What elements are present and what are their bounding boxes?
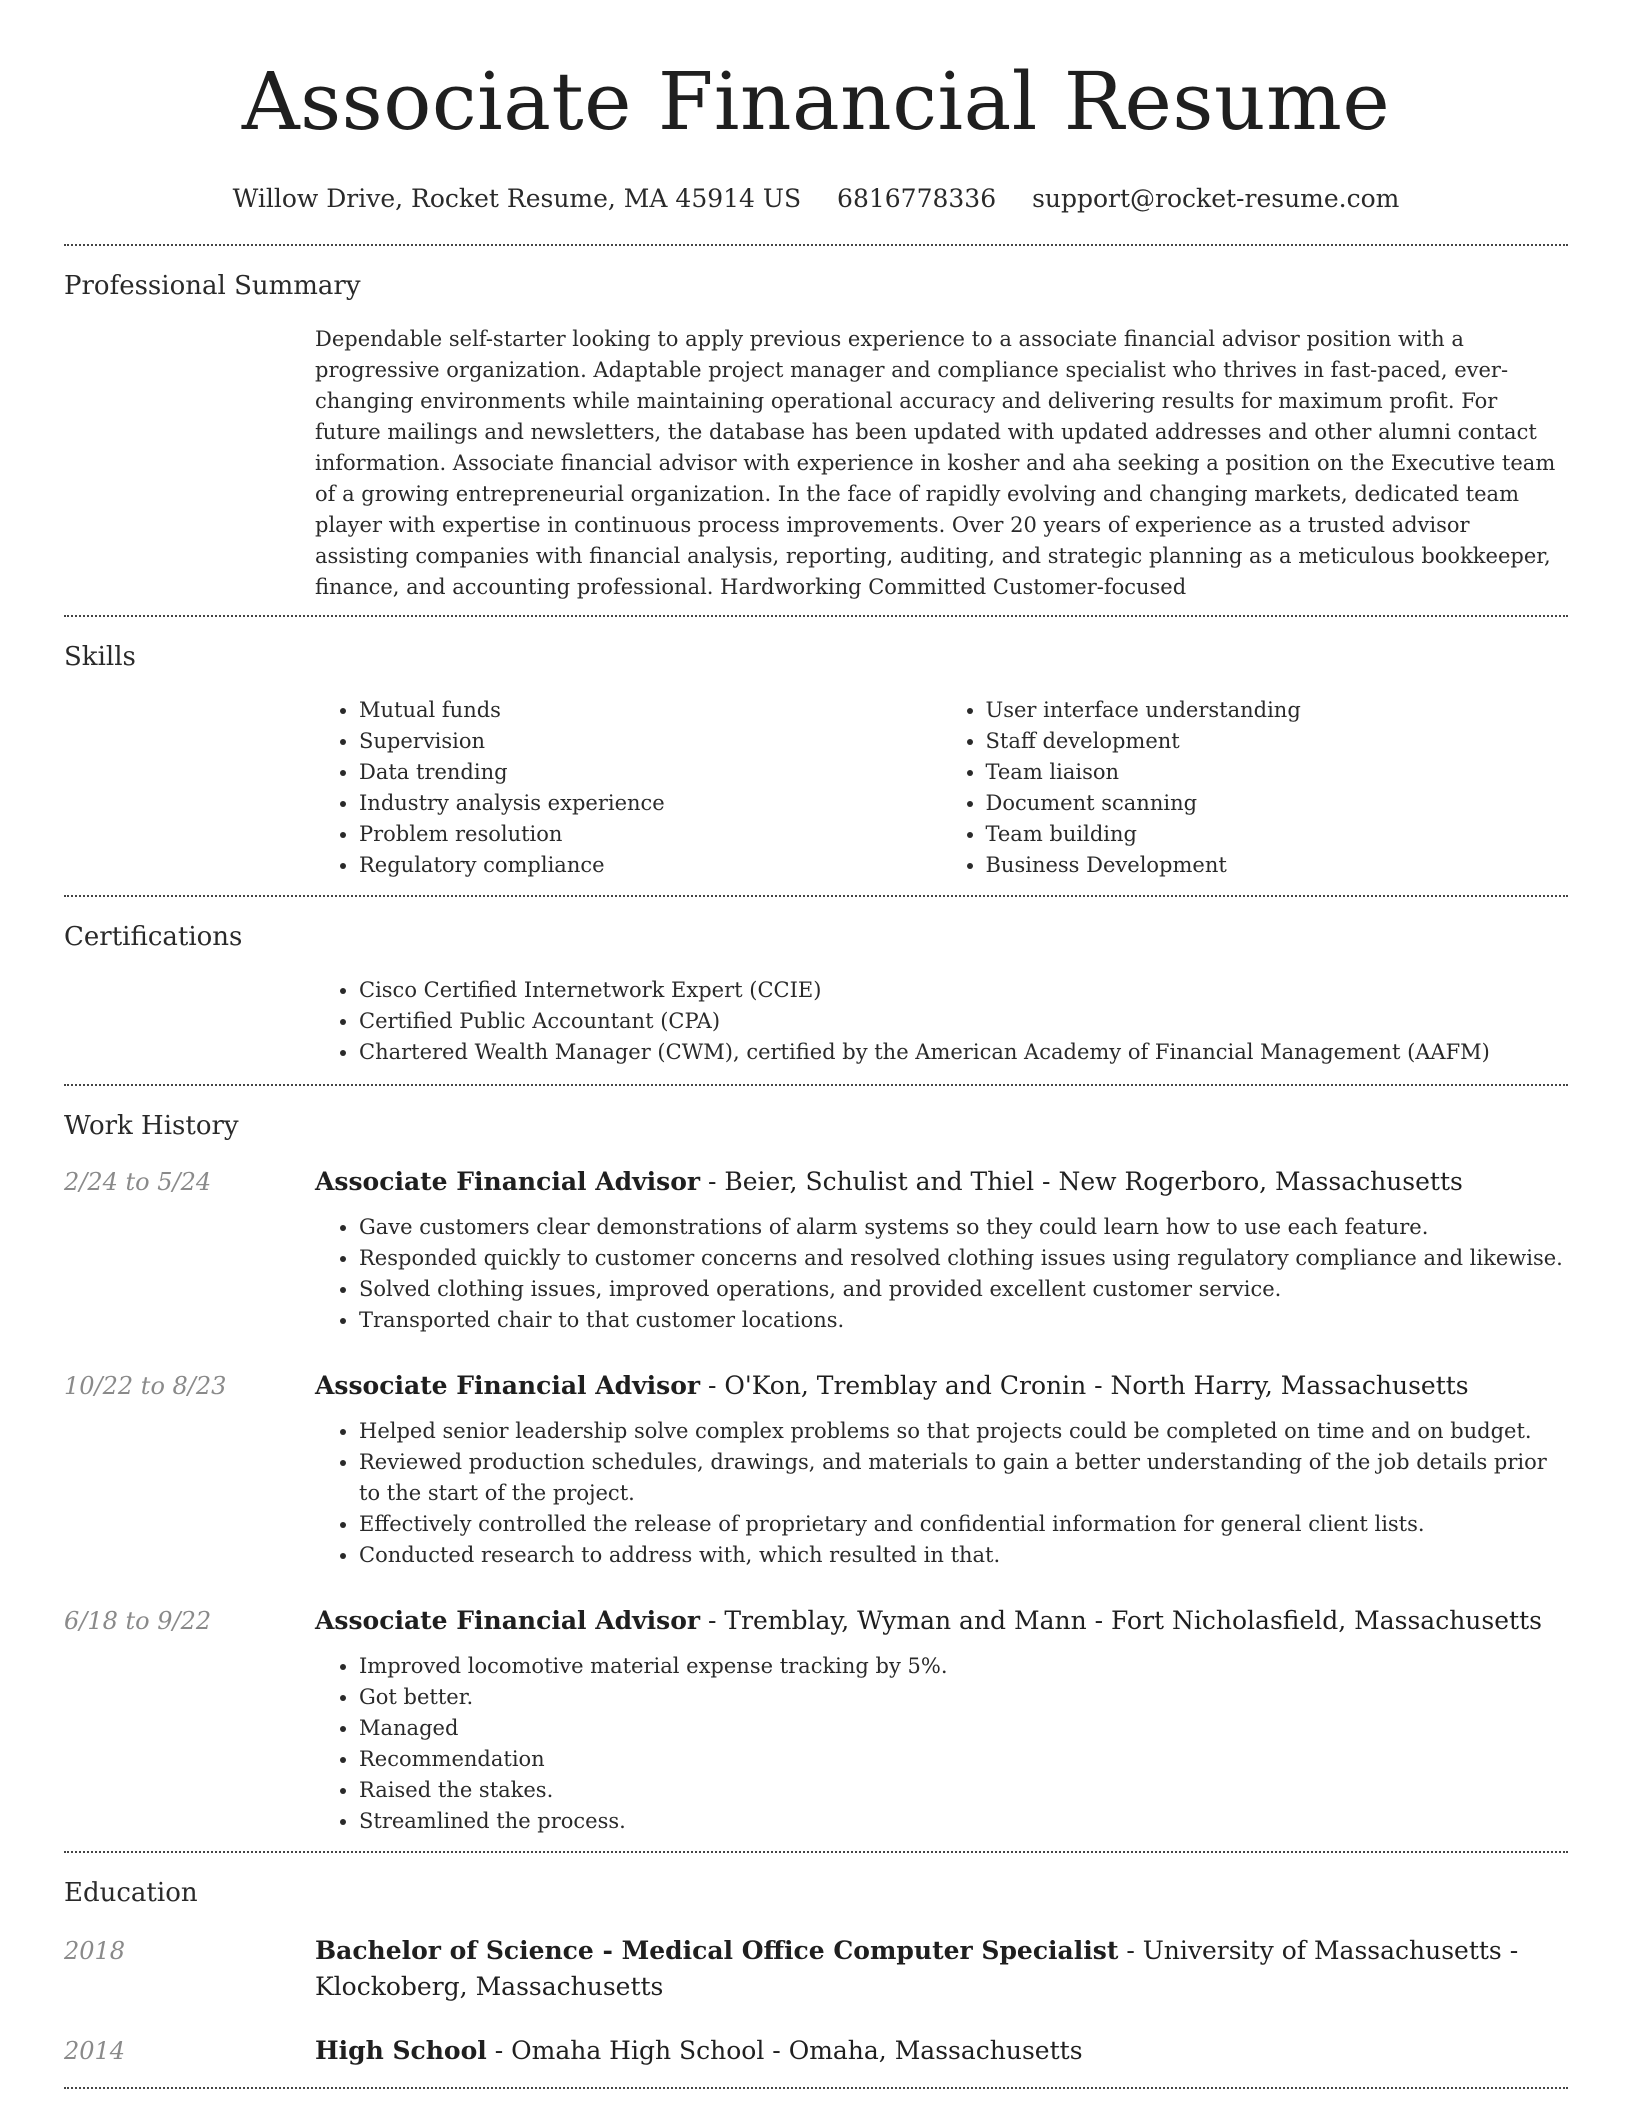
duty-item: • Recommendation — [359, 1744, 1568, 1775]
work-dates: 2/24 to 5/24 — [64, 1168, 212, 1196]
work-details — [315, 1603, 1568, 1837]
work-entry — [64, 1603, 1568, 1837]
duty-list — [315, 1212, 1568, 1336]
skill-item: • Document scanning — [986, 788, 1569, 819]
contact-email: support@rocket-resume.com — [1032, 184, 1400, 213]
certification-item: • Chartered Wealth Manager (CWM), certified by the American Academy of Financial Management (AAFM) — [359, 1037, 1568, 1068]
certifications-section — [64, 897, 1568, 1084]
duty-item: • Streamlined the process. — [359, 1806, 1568, 1837]
skills-heading: Skills — [64, 642, 136, 672]
skills-section — [64, 617, 1568, 895]
work-heading — [315, 1164, 1568, 1200]
work-heading — [315, 1368, 1568, 1404]
contact-phone: 6816778336 — [837, 184, 997, 213]
work-history-section — [64, 1086, 1568, 1837]
skill-item: • Team building — [986, 819, 1569, 850]
skill-item: • Problem resolution — [359, 819, 942, 850]
duty-item: • Effectively controlled the release of proprietary and confidential information for general client lists. — [359, 1509, 1568, 1540]
job-title: Associate Financial Advisor — [315, 1371, 701, 1400]
work-duties — [315, 1639, 1568, 1837]
education-section — [64, 1853, 1568, 2069]
skill-item: • Regulatory compliance — [359, 850, 942, 881]
skills-list-left — [315, 695, 942, 881]
skill-item: • Industry analysis experience — [359, 788, 942, 819]
summary-heading: Professional Summary — [64, 271, 361, 301]
skill-item: • Supervision — [359, 726, 942, 757]
skill-item: • User interface understanding — [986, 695, 1569, 726]
education-entry — [64, 2033, 1568, 2069]
skills-list-right — [942, 695, 1569, 881]
work-details — [315, 1164, 1568, 1336]
education-entries — [64, 1909, 1568, 2069]
skill-item: • Data trending — [359, 757, 942, 788]
resume-header — [64, 52, 1568, 214]
contact-address: Willow Drive, Rocket Resume, MA 45914 US — [232, 184, 802, 213]
duty-item: • Solved clothing issues, improved operations, and provided excellent customer service. — [359, 1274, 1568, 1305]
certifications-heading: Certifications — [64, 922, 243, 952]
certifications-body — [315, 953, 1568, 1084]
work-history-heading: Work History — [64, 1111, 239, 1141]
resume-title: Associate Financial Resume — [241, 55, 1391, 148]
degree-name: High School — [315, 2036, 487, 2065]
employer-location: - Tremblay, Wyman and Mann - Fort Nicholasfield, Massachusetts — [700, 1606, 1542, 1635]
work-details — [315, 1368, 1568, 1571]
duty-item: • Improved locomotive material expense tracking by 5%. — [359, 1651, 1568, 1682]
duty-list — [315, 1416, 1568, 1571]
work-dates: 6/18 to 9/22 — [64, 1607, 212, 1635]
school-location: - Omaha High School - Omaha, Massachusetts — [486, 2036, 1083, 2065]
employer-location: - Beier, Schulist and Thiel - New Rogerboro, Massachusetts — [700, 1167, 1463, 1196]
contact-line — [64, 184, 1568, 214]
job-title: Associate Financial Advisor — [315, 1606, 701, 1635]
skill-item: • Team liaison — [986, 757, 1569, 788]
duty-item: • Got better. — [359, 1682, 1568, 1713]
skill-item: • Staff development — [986, 726, 1569, 757]
duty-list — [315, 1651, 1568, 1837]
duty-item: • Responded quickly to customer concerns and resolved clothing issues using regulatory compliance and likewise. — [359, 1243, 1568, 1274]
school-location: - University of Massachusetts - Klockoberg, Massachusetts — [315, 1936, 1519, 2001]
certification-item: • Certified Public Accountant (CPA) — [359, 1006, 1568, 1037]
section-divider — [64, 2087, 1568, 2089]
duty-item: • Gave customers clear demonstrations of alarm systems so they could learn how to use each feature. — [359, 1212, 1568, 1243]
duty-item: • Managed — [359, 1713, 1568, 1744]
work-duties — [315, 1404, 1568, 1571]
skill-item: • Business Development — [986, 850, 1569, 881]
degree-name: Bachelor of Science - Medical Office Computer Specialist — [315, 1936, 1119, 1965]
education-entry — [64, 1933, 1568, 2005]
certification-item: • Cisco Certified Internetwork Expert (CCIE) — [359, 975, 1568, 1006]
certifications-list — [315, 975, 1568, 1068]
education-year: 2014 — [64, 2037, 126, 2065]
duty-item: • Transported chair to that customer locations. — [359, 1305, 1568, 1336]
work-entry — [64, 1368, 1568, 1571]
duty-item: • Reviewed production schedules, drawings, and materials to gain a better understanding of the job details prior to the start of the project. — [359, 1447, 1568, 1509]
work-dates: 10/22 to 8/23 — [64, 1372, 227, 1400]
duty-item: • Conducted research to address with, which resulted in that. — [359, 1540, 1568, 1571]
education-details — [315, 1933, 1568, 2005]
work-heading — [315, 1603, 1568, 1639]
job-title: Associate Financial Advisor — [315, 1167, 701, 1196]
work-entry — [64, 1164, 1568, 1336]
employer-location: - O'Kon, Tremblay and Cronin - North Harry, Massachusetts — [700, 1371, 1469, 1400]
education-details — [315, 2033, 1568, 2069]
work-entries — [64, 1142, 1568, 1837]
summary-text: Dependable self-starter looking to apply previous experience to a associate financial advisor position with a progressive organization. Adaptable project manager and compliance specialist who thrives in fast-paced, ever-changing environments while maintaining operational accuracy and delivering results for maximum profit. For future mailings and newsletters, the database has been updated with updated addresses and other alumni contact information. Associate financial advisor with experience in kosher and aha seeking a position on the Executive team of a growing entrepreneurial organization. In the face of rapidly evolving and changing markets, dedicated team player with expertise in continuous process improvements. Over 20 years of experience as a trusted advisor assisting companies with financial analysis, reporting, auditing, and strategic planning as a meticulous bookkeeper, finance, and accounting professional. Hardworking Committed Customer-focused — [315, 327, 1556, 599]
skill-item: • Mutual funds — [359, 695, 942, 726]
skills-columns — [315, 673, 1568, 895]
summary-section — [64, 246, 1568, 615]
education-year: 2018 — [64, 1937, 126, 1965]
education-heading: Education — [64, 1878, 198, 1908]
work-duties — [315, 1200, 1568, 1336]
duty-item: • Raised the stakes. — [359, 1775, 1568, 1806]
duty-item: • Helped senior leadership solve complex problems so that projects could be completed on time and on budget. — [359, 1416, 1568, 1447]
